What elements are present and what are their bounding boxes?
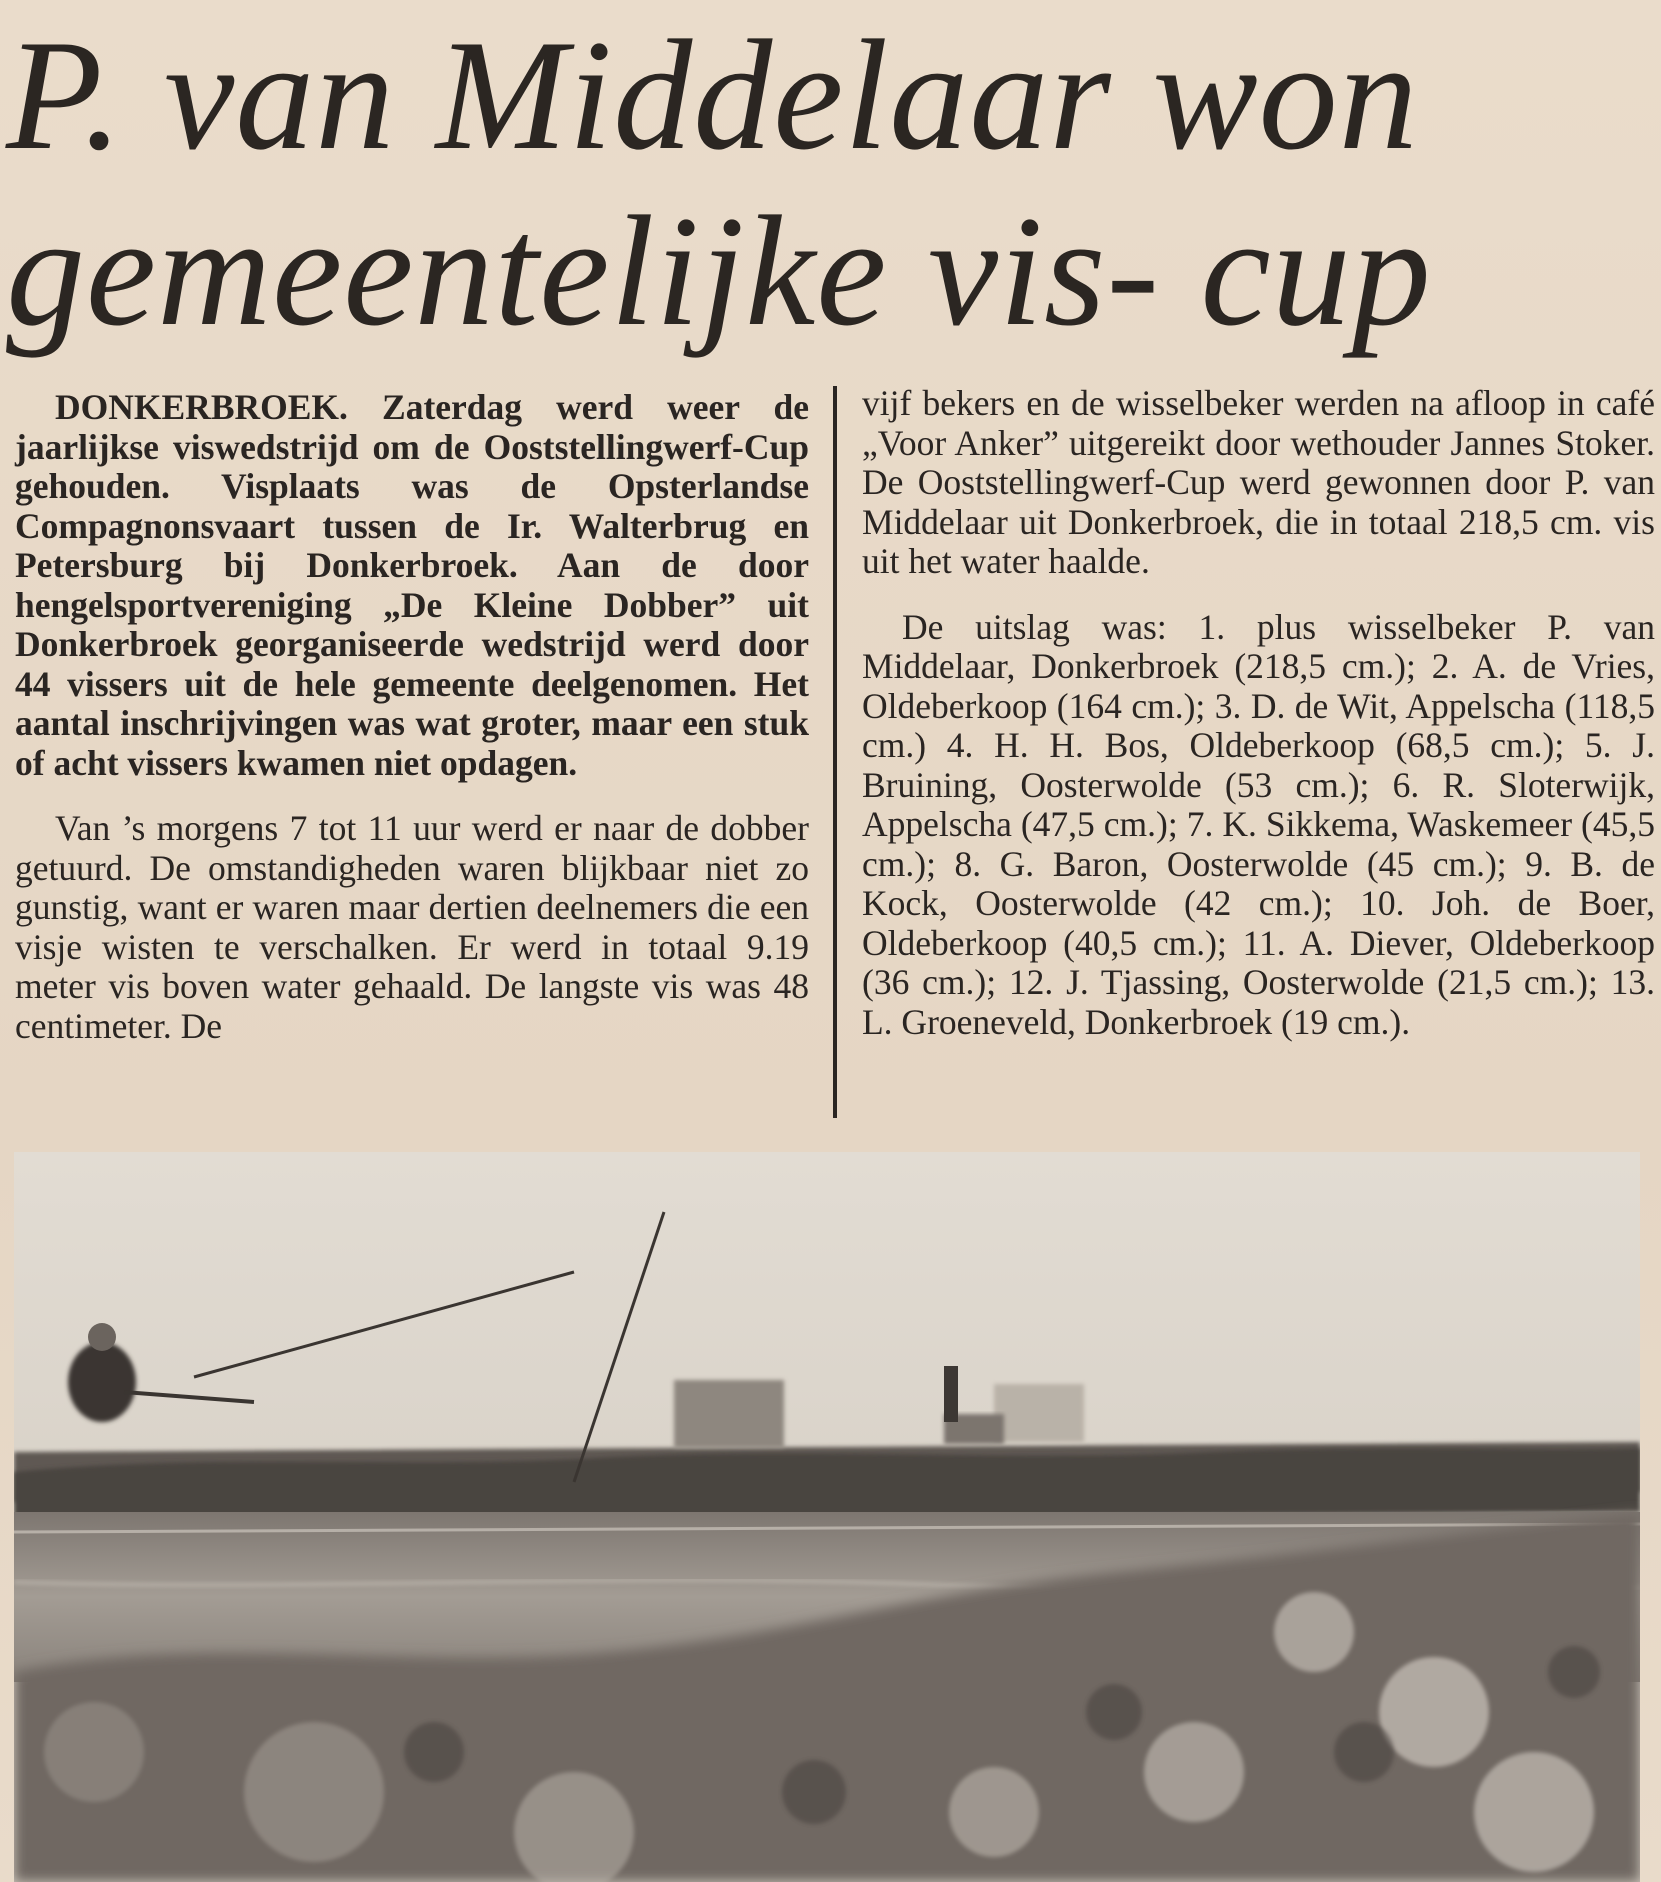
body-paragraph-2: Van ’s morgens 7 tot 11 uur werd er naar de dobber getuurd. De omstandigheden waren blijkbaar niet zo gunstig, want er waren maar dertien deelnemers die een visje wisten te verschalken. Er werd in totaal 9.19 meter vis boven water gehaald. De langste vis was 48 centimeter. De <box>15 808 809 1046</box>
lead-paragraph <box>15 388 809 783</box>
column-divider <box>833 386 837 1118</box>
fishing-competition-photo <box>14 1152 1640 1882</box>
photo-illustration <box>14 1152 1640 1882</box>
headline <box>6 8 1656 360</box>
article-column-right <box>862 384 1655 1042</box>
headline-line-2: gemeentelijke vis- cup <box>6 184 1432 359</box>
article-column-left <box>15 388 809 1046</box>
dateline: DONKERBROEK. <box>55 387 348 427</box>
lead-text: Zaterdag werd weer de jaarlijkse viswedstrijd om de Ooststellingwerf-Cup gehouden. Visplaats was de Opsterlandse Compagnonsvaart tussen de Ir. Walterbrug en Petersburg bij Donkerbroek. Aan de door hengelsportvereniging „De Kleine Dobber” uit Donkerbroek georganiseerde wedstrijd werd door 44 vissers uit de hele gemeente deelgenomen. Het aantal inschrijvingen was wat groter, maar een stuk of acht vissers kwamen niet opdagen. <box>15 387 810 783</box>
results-paragraph: De uitslag was: 1. plus wisselbeker P. van Middelaar, Donkerbroek (218,5 cm.); 2. A. de Vries, Oldeberkoop (164 cm.); 3. D. de Wit, Appelscha (118,5 cm.) 4. H. H. Bos, Oldeberkoop (68,5 cm.); 5. J. Bruining, Oosterwolde (53 cm.); 6. R. Sloterwijk, Appelscha (47,5 cm.); 7. K. Sikkema, Waskemeer (45,5 cm.); 8. G. Baron, Oosterwolde (45 cm.); 9. B. de Kock, Oosterwolde (42 cm.); 10. Joh. de Boer, Oldeberkoop (40,5 cm.); 11. A. Diever, Oldeberkoop (36 cm.); 12. J. Tjassing, Oosterwolde (21,5 cm.); 13. L. Groeneveld, Donkerbroek (19 cm.). <box>862 606 1655 1042</box>
body-paragraph-3: vijf bekers en de wisselbeker werden na afloop in café „Voor Anker” uitgereikt door wethouder Jannes Stoker. De Ooststellingwerf-Cup werd gewonnen door P. van Middelaar uit Donkerbroek, die in totaal 218,5 cm. vis uit het water haalde. <box>862 383 1655 581</box>
headline-line-1: P. van Middelaar won <box>6 8 1419 183</box>
